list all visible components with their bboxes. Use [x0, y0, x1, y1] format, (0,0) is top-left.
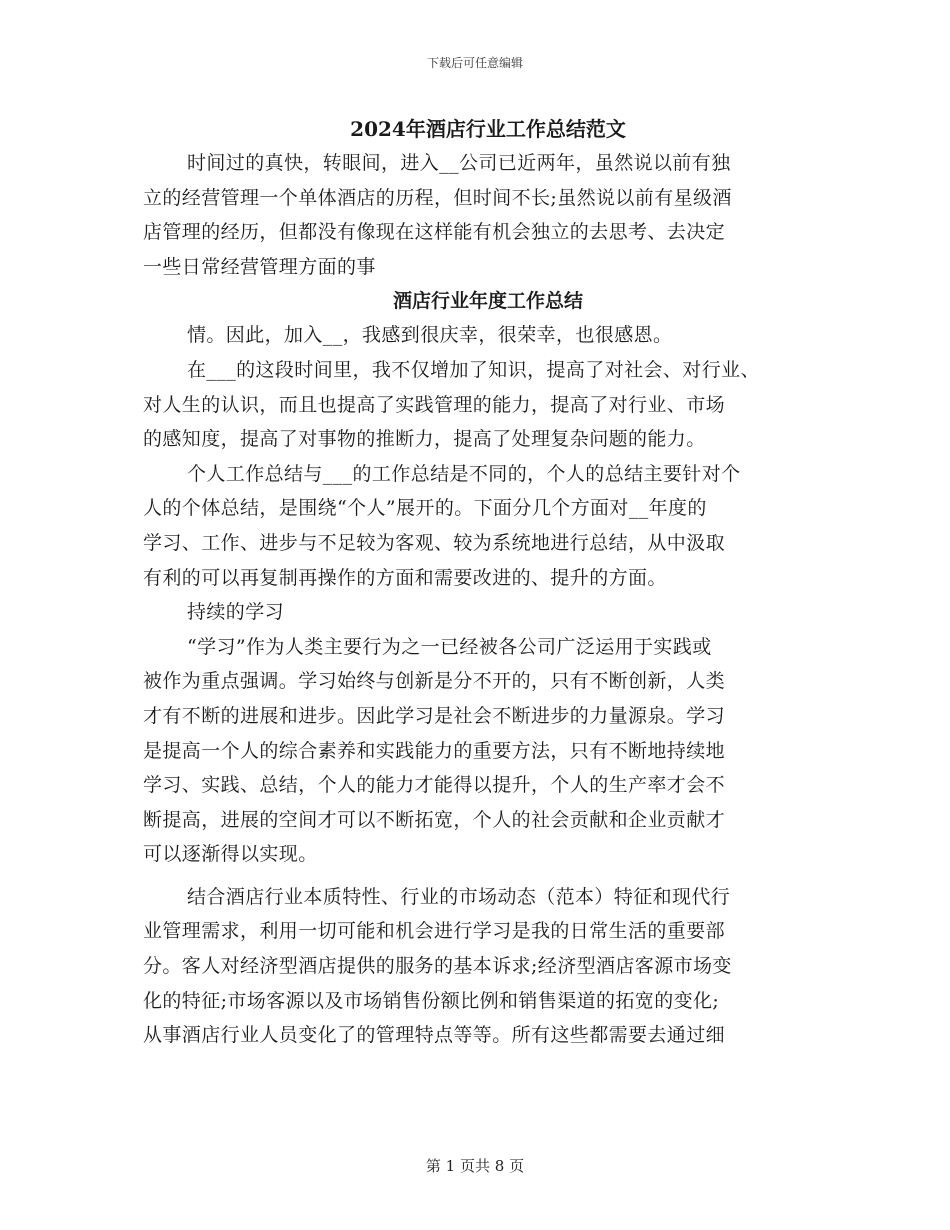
text-line: 人的个体总结，是围绕“个人”展开的。下面分几个方面对__年度的 [143, 497, 707, 520]
text-line: 学习、实践、总结，个人的能力才能得以提升，个人的生产率才会不 [143, 774, 726, 797]
text-line: 分。客人对经济型酒店提供的服务的基本诉求;经济型酒店客源市场变 [143, 955, 732, 978]
text-line: 是提高一个人的综合素养和实践能力的重要方法，只有不断地持续地 [143, 739, 726, 762]
text-line: 情。因此，加入__，我感到很庆幸，很荣幸，也很感恩。 [187, 324, 673, 347]
paragraph-body [143, 318, 833, 872]
text-line: 可以逐渐得以实现。 [143, 843, 318, 866]
section-subtitle: 酒店行业年度工作总结 [392, 290, 583, 313]
paragraph-gap [143, 872, 833, 880]
text-line: “学习”作为人类主要行为之一已经被各公司广泛运用于实践或 [187, 635, 712, 658]
text-line: 在___的这段时间里，我不仅增加了知识，提高了对社会、对行业、 [187, 358, 760, 381]
paragraph-learning [143, 880, 833, 1053]
page-number: 第 1 页共 8 页 [425, 1157, 525, 1175]
text-line: 学习、工作、进步与不足较为客观、较为系统地进行总结，从中汲取 [143, 531, 726, 554]
section-heading: 持续的学习 [187, 601, 285, 624]
text-line: 从事酒店行业人员变化了的管理特点等等。所有这些都需要去通过细 [143, 1024, 726, 1047]
text-line: 有利的可以再复制再操作的方面和需要改进的、提升的方面。 [143, 566, 667, 589]
document-body [143, 112, 833, 1053]
text-line: 断提高，进展的空间才可以不断拓宽，个人的社会贡献和企业贡献才 [143, 808, 726, 831]
text-line: 店管理的经历，但都没有像现在这样能有机会独立的去思考、去决定 [143, 221, 726, 244]
header-note: 下载后可任意编辑 [426, 56, 523, 70]
text-line: 时间过的真快，转眼间，进入__公司已近两年，虽然说以前有独 [187, 152, 731, 174]
text-line: 业管理需求，利用一切可能和机会进行学习是我的日常生活的重要部 [143, 920, 726, 943]
text-line: 对人生的认识，而且也提高了实践管理的能力，提高了对行业、市场 [143, 393, 726, 416]
text-line: 的感知度，提高了对事物的推断力，提高了处理复杂问题的能力。 [143, 428, 706, 451]
text-line: 才有不断的进展和进步。因此学习是社会不断进步的力量源泉。学习 [143, 704, 726, 727]
text-line: 被作为重点强调。学习始终与创新是分不开的，只有不断创新，人类 [143, 670, 726, 693]
text-line: 一些日常经营管理方面的事 [143, 255, 376, 278]
text-line: 个人工作总结与___的工作总结是不同的，个人的总结主要针对个 [187, 462, 741, 485]
text-line: 化的特征;市场客源以及市场销售份额比例和销售渠道的拓宽的变化; [143, 989, 720, 1012]
document-title: 2024年酒店行业工作总结范文 [350, 117, 626, 141]
paragraph-intro [143, 146, 833, 284]
text-line: 结合酒店行业本质特性、行业的市场动态（范本）特征和现代行 [187, 885, 731, 908]
text-line: 立的经营管理一个单体酒店的历程，但时间不长;虽然说以前有星级酒 [143, 186, 732, 209]
